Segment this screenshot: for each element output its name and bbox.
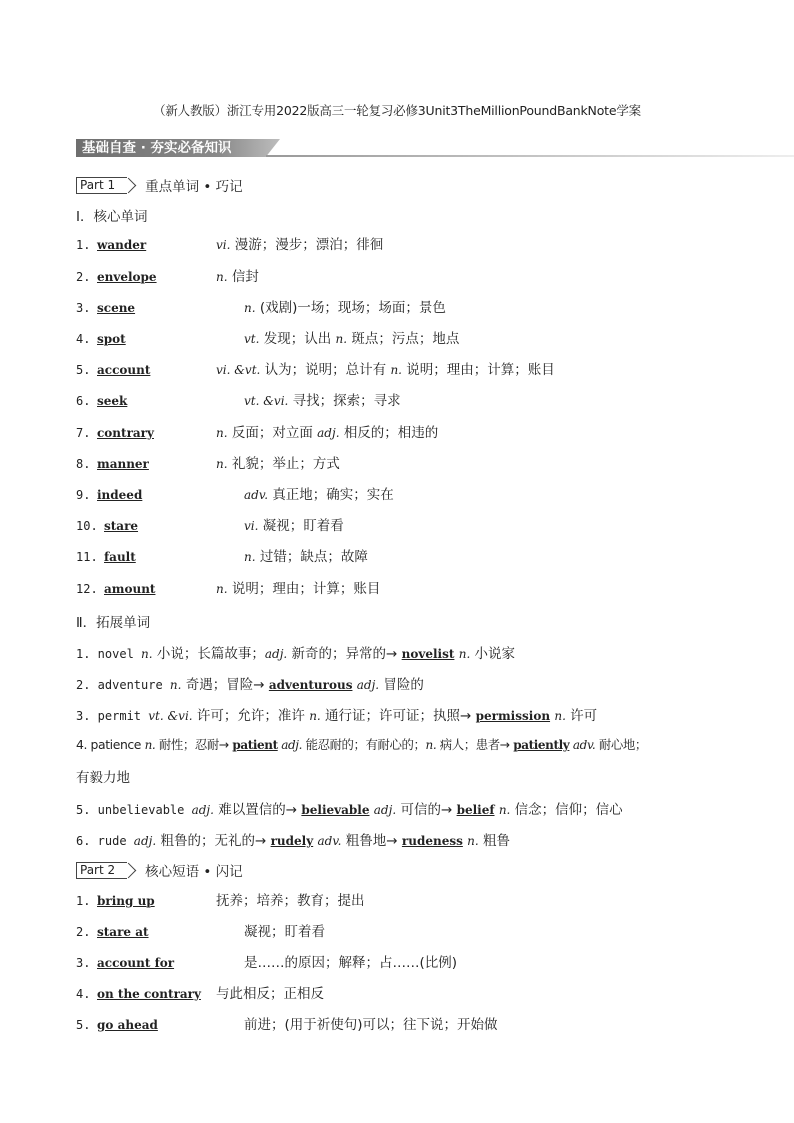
answer-word: novelist xyxy=(401,647,455,661)
part-of-speech: n. xyxy=(554,709,566,723)
definition-text: 信封 xyxy=(231,269,259,285)
definition-text: 粗鲁的；无礼的→ xyxy=(156,833,271,849)
part-of-speech: n. xyxy=(216,270,228,284)
row-number: 5. xyxy=(76,1018,91,1032)
answer-word: believable xyxy=(301,803,370,817)
part1-header xyxy=(76,175,243,195)
answer-word: patient xyxy=(232,738,278,752)
banner-text: 基础自查 · 夯实必备知识 xyxy=(82,140,232,156)
part-of-speech: n. xyxy=(144,738,156,752)
extended-word-row xyxy=(76,673,424,693)
word-definition xyxy=(216,423,438,443)
row-number: 5. xyxy=(76,363,91,377)
extended-word-row xyxy=(76,642,515,662)
answer-word: rudeness xyxy=(401,834,463,848)
answer-word: contrary xyxy=(97,426,154,440)
answer-word: envelope xyxy=(97,270,157,284)
row-number: 2. xyxy=(76,270,91,284)
definition-text: 冒险的 xyxy=(379,677,424,693)
part-of-speech: n. xyxy=(458,647,471,661)
part-of-speech: n. xyxy=(244,301,256,315)
definition-text: (戏剧)一场；现场；场面；景色 xyxy=(259,300,446,316)
word-definition xyxy=(244,329,459,349)
definition-text: 礼貌；举止；方式 xyxy=(231,456,340,472)
section-core-words: Ⅰ．核心单词 xyxy=(76,209,148,225)
part-of-speech: n. xyxy=(216,426,228,440)
part-of-speech: adj. xyxy=(317,426,340,440)
part-of-speech: vt. xyxy=(244,332,260,346)
extended-stem: 6. rude xyxy=(76,834,134,848)
phrase-definition: 是……的原因；解释；占……(比例) xyxy=(244,955,458,971)
answer-word: indeed xyxy=(97,488,143,502)
extended-stem: 4. patience xyxy=(76,737,145,752)
part-of-speech: vi. xyxy=(216,238,231,252)
answer-phrase: go ahead xyxy=(97,1018,158,1032)
part-of-speech: adj. xyxy=(133,834,157,848)
word-definition xyxy=(216,267,259,287)
definition-text: 耐性；忍耐→ xyxy=(155,737,233,752)
part-of-speech: vi. xyxy=(244,519,259,533)
word-definition xyxy=(216,454,340,474)
definition-text: 信念；信仰；信心 xyxy=(510,802,623,818)
definition-text: 过错；缺点；故障 xyxy=(259,549,368,565)
word-definition xyxy=(244,516,344,536)
extended-stem: 3. permit xyxy=(76,709,149,723)
word-definition xyxy=(244,547,368,567)
row-number: 7. xyxy=(76,426,91,440)
extended-word-row-continued xyxy=(76,766,130,786)
part-of-speech: n. xyxy=(467,834,479,848)
part1-title: 重点单词 • 巧记 xyxy=(145,179,243,195)
row-number: 3. xyxy=(76,956,91,970)
part-of-speech: n. xyxy=(498,803,511,817)
row-number: 8. xyxy=(76,457,91,471)
extended-word-row xyxy=(76,829,510,849)
part2-title: 核心短语 • 闪记 xyxy=(145,864,243,880)
row-number: 3. xyxy=(76,301,91,315)
definition-text: 发现；认出 xyxy=(263,331,336,347)
answer-word: adventurous xyxy=(268,678,353,692)
definition-text: 斑点；污点；地点 xyxy=(351,331,460,347)
answer-word: account xyxy=(97,363,151,377)
definition-text: 真正地；确实；实在 xyxy=(272,487,394,503)
definition-text: 耐心地； xyxy=(595,737,647,752)
part-of-speech: n. xyxy=(244,550,256,564)
answer-word: stare xyxy=(104,519,139,533)
definition-text: 粗鲁 xyxy=(478,833,510,849)
extended-stem: 5. unbelievable xyxy=(76,803,192,817)
definition-text: 反面；对立面 xyxy=(231,425,318,441)
part-of-speech: vt. &vi. xyxy=(148,709,193,723)
word-definition xyxy=(244,391,401,411)
definition-text: 能忍耐的；有耐心的； xyxy=(302,737,426,752)
part-of-speech: adj. xyxy=(356,678,380,692)
extended-word-row xyxy=(76,798,623,818)
answer-phrase: account for xyxy=(97,956,175,970)
phrase-definition: 与此相反；正相反 xyxy=(216,986,324,1002)
row-number: 12. xyxy=(76,582,98,596)
definition-text: 难以置信的→ xyxy=(213,802,302,818)
extended-stem: 2. adventure xyxy=(76,678,170,692)
part-of-speech: adv. xyxy=(244,488,269,502)
definition-text: 通行证；许可证；执照→ xyxy=(320,708,476,724)
answer-phrase: bring up xyxy=(97,894,155,908)
row-number: 1. xyxy=(76,238,91,252)
phrase-definition: 凝视；盯着看 xyxy=(244,924,325,940)
part-of-speech: n. xyxy=(425,738,437,752)
extended-stem: 1. novel xyxy=(76,647,142,661)
definition-text: 相反的；相违的 xyxy=(343,425,439,441)
row-number: 4. xyxy=(76,987,91,1001)
part-of-speech: n. xyxy=(309,709,321,723)
part1-tag: Part 1 xyxy=(76,177,127,194)
definition-text: 认为；说明；总计有 xyxy=(264,362,391,378)
row-number: 10. xyxy=(76,519,98,533)
answer-word: rudely xyxy=(270,834,314,848)
part-of-speech: n. xyxy=(216,582,228,596)
definition-text: 有毅力地 xyxy=(76,770,130,786)
part-of-speech: adj. xyxy=(281,738,303,752)
phrase-definition: 抚养；培养；教育；提出 xyxy=(216,893,365,909)
row-number: 9. xyxy=(76,488,91,502)
row-number: 4. xyxy=(76,332,91,346)
part-of-speech: n. xyxy=(169,678,182,692)
definition-text: 新奇的；异常的→ xyxy=(287,646,402,662)
definition-text: 奇遇；冒险→ xyxy=(181,677,269,693)
part-of-speech: vi. &vt. xyxy=(216,363,261,377)
part-of-speech: n. xyxy=(141,647,153,661)
extended-word-row xyxy=(76,704,597,724)
word-definition xyxy=(216,235,383,255)
part-of-speech: adj. xyxy=(191,803,214,817)
part-of-speech: n. xyxy=(390,363,402,377)
answer-word: permission xyxy=(475,709,551,723)
definition-text: 漫游；漫步；漂泊；徘徊 xyxy=(234,237,384,253)
word-definition xyxy=(216,579,380,599)
definition-text: 说明；理由；计算；账目 xyxy=(231,581,381,597)
document-title: （新人教版）浙江专用2022版高三一轮复习必修3Unit3TheMillionPoundBankNote学案 xyxy=(153,103,641,118)
part-of-speech: adj. xyxy=(264,647,288,661)
answer-phrase: on the contrary xyxy=(97,987,201,1001)
answer-phrase: stare at xyxy=(97,925,149,939)
definition-text: 小说；长篇故事； xyxy=(152,646,265,662)
part-of-speech: n. xyxy=(216,457,228,471)
row-number: 6. xyxy=(76,394,91,408)
part-of-speech: n. xyxy=(335,332,348,346)
word-definition xyxy=(244,485,394,505)
answer-word: scene xyxy=(97,301,136,315)
answer-word: amount xyxy=(104,582,156,596)
definition-text: 说明；理由；计算；账目 xyxy=(406,362,555,378)
part-of-speech: adv. xyxy=(572,738,596,752)
answer-word: seek xyxy=(97,394,128,408)
phrase-definition: 前进；(用于祈使句)可以；往下说；开始做 xyxy=(244,1017,498,1033)
definition-text: 病人；患者→ xyxy=(436,737,514,752)
part2-tag: Part 2 xyxy=(76,862,127,879)
answer-word: belief xyxy=(456,803,495,817)
section-extended-words: Ⅱ．拓展单词 xyxy=(76,615,151,631)
part2-header xyxy=(76,860,243,880)
definition-text: 粗鲁地→ xyxy=(341,833,402,849)
answer-word: manner xyxy=(97,457,149,471)
word-definition xyxy=(244,298,446,318)
row-number: 11. xyxy=(76,550,98,564)
part-of-speech: adj. xyxy=(373,803,397,817)
answer-word: patiently xyxy=(513,738,570,752)
answer-word: fault xyxy=(104,550,136,564)
part-of-speech: vt. &vi. xyxy=(244,394,289,408)
row-number: 1. xyxy=(76,894,91,908)
definition-text: 小说家 xyxy=(470,646,516,662)
answer-word: wander xyxy=(97,238,147,252)
definition-text: 寻找；探索；寻求 xyxy=(292,393,401,409)
definition-text: 凝视；盯着看 xyxy=(262,518,344,534)
answer-word: spot xyxy=(97,332,126,346)
definition-text: 许可；允许；准许 xyxy=(192,708,310,724)
banner-rule xyxy=(266,155,794,157)
part-of-speech: adv. xyxy=(317,834,342,848)
definition-text: 可信的→ xyxy=(396,802,457,818)
row-number: 2. xyxy=(76,925,91,939)
definition-text: 许可 xyxy=(565,708,598,724)
word-definition xyxy=(216,360,555,380)
extended-word-row xyxy=(76,735,647,753)
